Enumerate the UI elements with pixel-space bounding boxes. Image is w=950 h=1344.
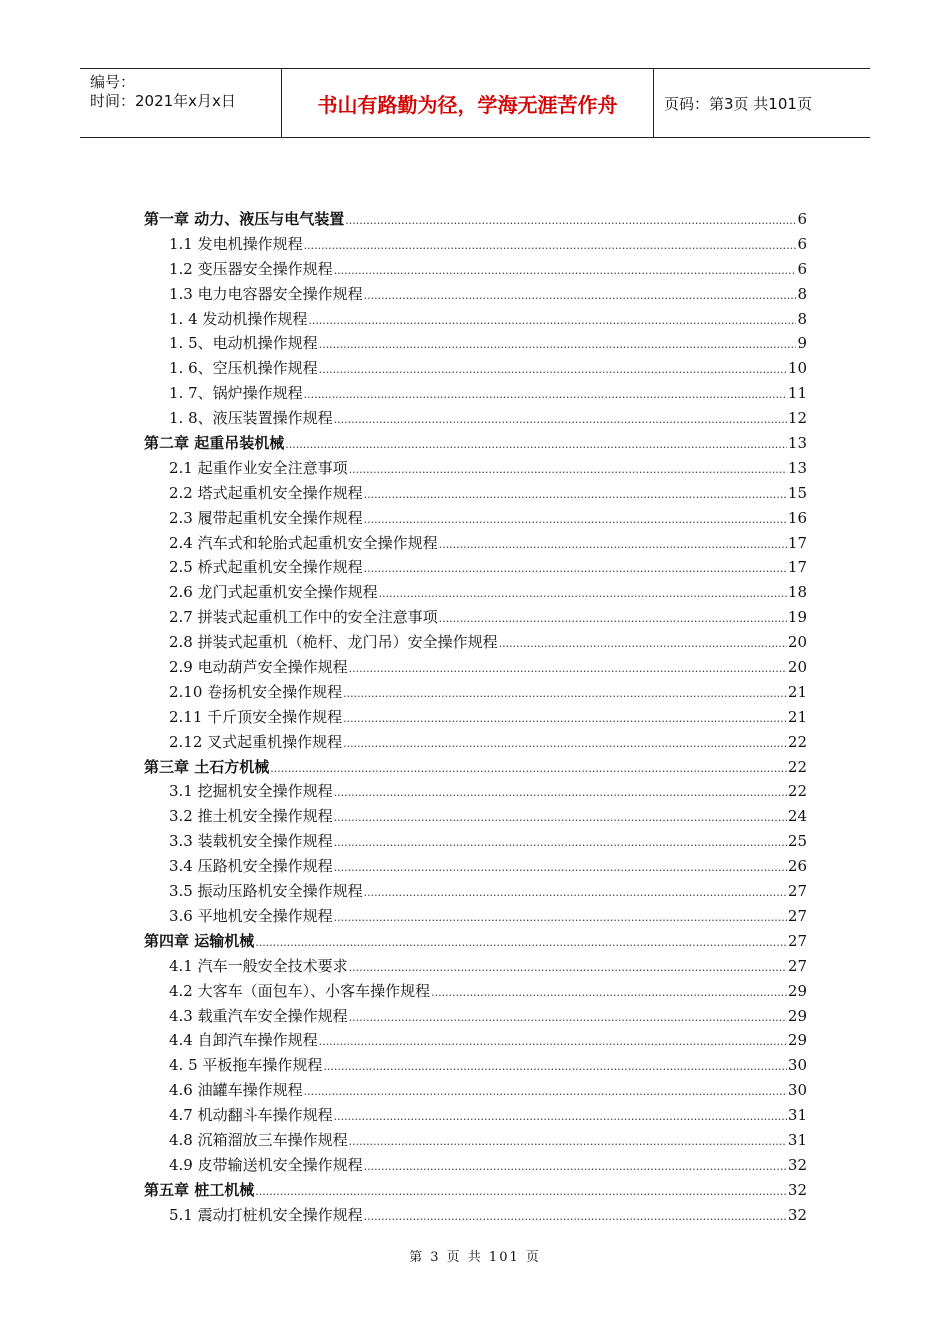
- toc-dot-leader: [304, 239, 797, 252]
- toc-entry-label: 1. 5、电动机操作规程: [169, 334, 318, 353]
- toc-section-entry[interactable]: [144, 1005, 807, 1030]
- toc-dot-leader: [319, 1035, 787, 1048]
- toc-dot-leader: [379, 587, 787, 600]
- toc-entry-label: 1.1 发电机操作规程: [169, 234, 303, 253]
- toc-dot-leader: [364, 513, 787, 526]
- toc-entry-label: 第三章 土石方机械: [144, 757, 270, 776]
- toc-section-entry[interactable]: [144, 457, 807, 482]
- toc-section-entry[interactable]: [144, 357, 807, 382]
- toc-entry-label: 4.2 大客车（面包车）、小客车操作规程: [169, 981, 431, 1000]
- toc-entry-label: 3.1 挖掘机安全操作规程: [169, 782, 333, 801]
- toc-dot-leader: [334, 264, 797, 277]
- toc-entry-page-number: 19: [787, 608, 807, 627]
- toc-chapter-entry[interactable]: [144, 930, 807, 955]
- toc-entry-page-number: 21: [787, 682, 807, 701]
- toc-entry-page-number: 22: [787, 732, 807, 751]
- toc-entry-page-number: 6: [797, 234, 807, 253]
- toc-dot-leader: [304, 1085, 787, 1098]
- toc-entry-page-number: 30: [787, 1056, 807, 1075]
- toc-section-entry[interactable]: [144, 855, 807, 880]
- toc-entry-label: 2.10 卷扬机安全操作规程: [169, 682, 343, 701]
- toc-entry-label: 1.2 变压器安全操作规程: [169, 259, 333, 278]
- toc-entry-page-number: 29: [787, 1006, 807, 1025]
- toc-section-entry[interactable]: [144, 980, 807, 1005]
- toc-section-entry[interactable]: [144, 1104, 807, 1129]
- toc-chapter-entry[interactable]: [144, 1179, 807, 1204]
- toc-section-entry[interactable]: [144, 482, 807, 507]
- toc-section-entry[interactable]: [144, 955, 807, 980]
- toc-entry-page-number: 27: [787, 882, 807, 901]
- toc-section-entry[interactable]: [144, 581, 807, 606]
- header-motto: 书山有路勤为径，学海无涯苦作舟: [282, 69, 654, 137]
- toc-entry-label: 2.2 塔式起重机安全操作规程: [169, 483, 363, 502]
- toc-section-entry[interactable]: [144, 308, 807, 333]
- toc-section-entry[interactable]: [144, 780, 807, 805]
- header-meta: [80, 69, 282, 137]
- toc-entry-page-number: 17: [787, 558, 807, 577]
- toc-entry-page-number: 24: [787, 807, 807, 826]
- toc-entry-page-number: 30: [787, 1081, 807, 1100]
- toc-entry-label: 4.9 皮带输送机安全操作规程: [169, 1155, 363, 1174]
- toc-entry-label: 4. 5 平板拖车操作规程: [169, 1056, 323, 1075]
- toc-section-entry[interactable]: [144, 407, 807, 432]
- toc-entry-page-number: 9: [797, 334, 807, 353]
- toc-entry-label: 1. 4 发动机操作规程: [169, 309, 308, 328]
- toc-entry-label: 4.4 自卸汽车操作规程: [169, 1031, 318, 1050]
- toc-dot-leader: [343, 687, 787, 700]
- document-date: 时间：2021年x月x日: [90, 92, 236, 110]
- toc-dot-leader: [364, 1160, 787, 1173]
- toc-entry-page-number: 29: [787, 981, 807, 1000]
- toc-entry-label: 2.5 桥式起重机安全操作规程: [169, 558, 363, 577]
- toc-entry-page-number: 12: [787, 409, 807, 428]
- toc-entry-page-number: 31: [787, 1106, 807, 1125]
- toc-entry-page-number: 15: [787, 483, 807, 502]
- toc-dot-leader: [439, 538, 787, 551]
- toc-entry-page-number: 29: [787, 1031, 807, 1050]
- toc-section-entry[interactable]: [144, 283, 807, 308]
- toc-section-entry[interactable]: [144, 656, 807, 681]
- toc-section-entry[interactable]: [144, 258, 807, 283]
- toc-dot-leader: [255, 1185, 787, 1198]
- toc-dot-leader: [345, 214, 796, 227]
- toc-entry-page-number: 16: [787, 508, 807, 527]
- toc-section-entry[interactable]: [144, 706, 807, 731]
- toc-entry-label: 4.7 机动翻斗车操作规程: [169, 1106, 333, 1125]
- toc-entry-page-number: 20: [787, 633, 807, 652]
- toc-entry-label: 3.4 压路机安全操作规程: [169, 857, 333, 876]
- toc-dot-leader: [343, 712, 787, 725]
- toc-dot-leader: [439, 612, 787, 625]
- toc-entry-label: 3.6 平地机安全操作规程: [169, 906, 333, 925]
- toc-dot-leader: [364, 1210, 787, 1223]
- toc-section-entry[interactable]: [144, 233, 807, 258]
- toc-entry-label: 2.3 履带起重机安全操作规程: [169, 508, 363, 527]
- toc-entry-page-number: 22: [787, 757, 807, 776]
- toc-entry-page-number: 10: [787, 359, 807, 378]
- toc-dot-leader: [334, 836, 787, 849]
- toc-entry-page-number: 6: [797, 259, 807, 278]
- toc-chapter-entry[interactable]: [144, 208, 807, 233]
- toc-entry-page-number: 18: [787, 583, 807, 602]
- toc-entry-page-number: 31: [787, 1130, 807, 1149]
- toc-entry-label: 4.1 汽车一般安全技术要求: [169, 956, 348, 975]
- toc-dot-leader: [364, 562, 787, 575]
- toc-dot-leader: [334, 786, 787, 799]
- toc-entry-page-number: 13: [787, 458, 807, 477]
- toc-entry-page-number: 26: [787, 857, 807, 876]
- toc-entry-label: 4.6 油罐车操作规程: [169, 1081, 303, 1100]
- toc-entry-label: 3.3 装载机安全操作规程: [169, 832, 333, 851]
- toc-entry-page-number: 27: [787, 906, 807, 925]
- toc-entry-page-number: 6: [797, 210, 807, 228]
- toc-entry-page-number: 11: [787, 384, 807, 403]
- toc-section-entry[interactable]: [144, 731, 807, 756]
- toc-section-entry[interactable]: [144, 556, 807, 581]
- toc-entry-label: 2.9 电动葫芦安全操作规程: [169, 658, 348, 677]
- toc-section-entry[interactable]: [144, 1154, 807, 1179]
- toc-entry-page-number: 22: [787, 782, 807, 801]
- toc-entry-page-number: 21: [787, 707, 807, 726]
- toc-section-entry[interactable]: [144, 830, 807, 855]
- toc-entry-page-number: 20: [787, 658, 807, 677]
- toc-section-entry[interactable]: [144, 382, 807, 407]
- toc-entry-page-number: 27: [787, 931, 807, 950]
- toc-dot-leader: [323, 1060, 787, 1073]
- toc-entry-label: 2.4 汽车式和轮胎式起重机安全操作规程: [169, 533, 438, 552]
- toc-dot-leader: [499, 637, 787, 650]
- toc-entry-page-number: 32: [787, 1205, 807, 1224]
- toc-dot-leader: [334, 811, 787, 824]
- toc-entry-label: 5.1 震动打桩机安全操作规程: [169, 1205, 363, 1224]
- toc-entry-label: 第四章 运输机械: [144, 931, 255, 950]
- toc-dot-leader: [334, 911, 787, 924]
- toc-entry-label: 1. 8、液压装置操作规程: [169, 409, 333, 428]
- toc-entry-label: 2.11 千斤顶安全操作规程: [169, 707, 343, 726]
- toc-section-entry[interactable]: [144, 507, 807, 532]
- toc-dot-leader: [349, 961, 787, 974]
- page-header: [80, 68, 870, 138]
- header-page-info: 页码：第3页 共101页: [664, 94, 812, 113]
- toc-section-entry[interactable]: [144, 332, 807, 357]
- toc-dot-leader: [349, 1011, 787, 1024]
- toc-entry-label: 3.2 推土机安全操作规程: [169, 807, 333, 826]
- toc-entry-label: 第五章 桩工机械: [144, 1180, 255, 1199]
- toc-dot-leader: [255, 936, 787, 949]
- toc-entry-label: 1.3 电力电容器安全操作规程: [169, 284, 363, 303]
- toc-dot-leader: [319, 363, 787, 376]
- toc-dot-leader: [349, 463, 787, 476]
- toc-dot-leader: [343, 737, 787, 750]
- toc-dot-leader: [334, 413, 787, 426]
- toc-section-entry[interactable]: [144, 1079, 807, 1104]
- toc-section-entry[interactable]: [144, 805, 807, 830]
- toc-section-entry[interactable]: [144, 532, 807, 557]
- toc-entry-page-number: 8: [797, 284, 807, 303]
- toc-entry-label: 2.12 叉式起重机操作规程: [169, 732, 343, 751]
- toc-entry-label: 3.5 振动压路机安全操作规程: [169, 882, 363, 901]
- toc-entry-label: 2.7 拼装式起重机工作中的安全注意事项: [169, 608, 438, 627]
- toc-dot-leader: [334, 1110, 787, 1123]
- toc-section-entry[interactable]: [144, 1204, 807, 1229]
- toc-entry-label: 2.8 拼装式起重机（桅杆、龙门吊）安全操作规程: [169, 633, 498, 652]
- toc-entry-label: 2.1 起重作业安全注意事项: [169, 458, 348, 477]
- toc-entry-label: 1. 7、锅炉操作规程: [169, 384, 303, 403]
- toc-section-entry[interactable]: [144, 905, 807, 930]
- toc-entry-label: 4.3 载重汽车安全操作规程: [169, 1006, 348, 1025]
- toc-chapter-entry[interactable]: [144, 432, 807, 457]
- toc-entry-label: 4.8 沉箱溜放三车操作规程: [169, 1130, 348, 1149]
- toc-entry-page-number: 32: [787, 1155, 807, 1174]
- page-footer: 第 3 页 共 101 页: [409, 1250, 541, 1265]
- toc-entry-page-number: 25: [787, 832, 807, 851]
- toc-entry-page-number: 27: [787, 956, 807, 975]
- toc-section-entry[interactable]: [144, 681, 807, 706]
- toc-entry-page-number: 13: [787, 434, 807, 453]
- toc-section-entry[interactable]: [144, 1129, 807, 1154]
- toc-section-entry[interactable]: [144, 606, 807, 631]
- toc-dot-leader: [270, 762, 787, 775]
- toc-dot-leader: [319, 338, 797, 351]
- toc-dot-leader: [431, 986, 787, 999]
- toc-entry-label: 1. 6、空压机操作规程: [169, 359, 318, 378]
- toc-entry-label: 第一章 动力、液压与电气装置: [144, 210, 345, 228]
- table-of-contents: [144, 208, 807, 1229]
- toc-dot-leader: [349, 662, 787, 675]
- toc-dot-leader: [334, 861, 787, 874]
- toc-dot-leader: [308, 314, 796, 327]
- toc-entry-page-number: 32: [787, 1180, 807, 1199]
- toc-dot-leader: [349, 1135, 787, 1148]
- toc-entry-page-number: 8: [797, 309, 807, 328]
- toc-section-entry[interactable]: [144, 1054, 807, 1079]
- toc-section-entry[interactable]: [144, 631, 807, 656]
- toc-entry-label: 2.6 龙门式起重机安全操作规程: [169, 583, 378, 602]
- toc-chapter-entry[interactable]: [144, 756, 807, 781]
- toc-dot-leader: [364, 886, 787, 899]
- toc-entry-label: 第二章 起重吊装机械: [144, 434, 285, 453]
- toc-dot-leader: [304, 388, 787, 401]
- toc-dot-leader: [364, 488, 787, 501]
- toc-entry-page-number: 17: [787, 533, 807, 552]
- toc-dot-leader: [364, 289, 797, 302]
- toc-dot-leader: [285, 438, 787, 451]
- toc-section-entry[interactable]: [144, 880, 807, 905]
- toc-section-entry[interactable]: [144, 1029, 807, 1054]
- document-number-label: 编号：: [90, 73, 136, 91]
